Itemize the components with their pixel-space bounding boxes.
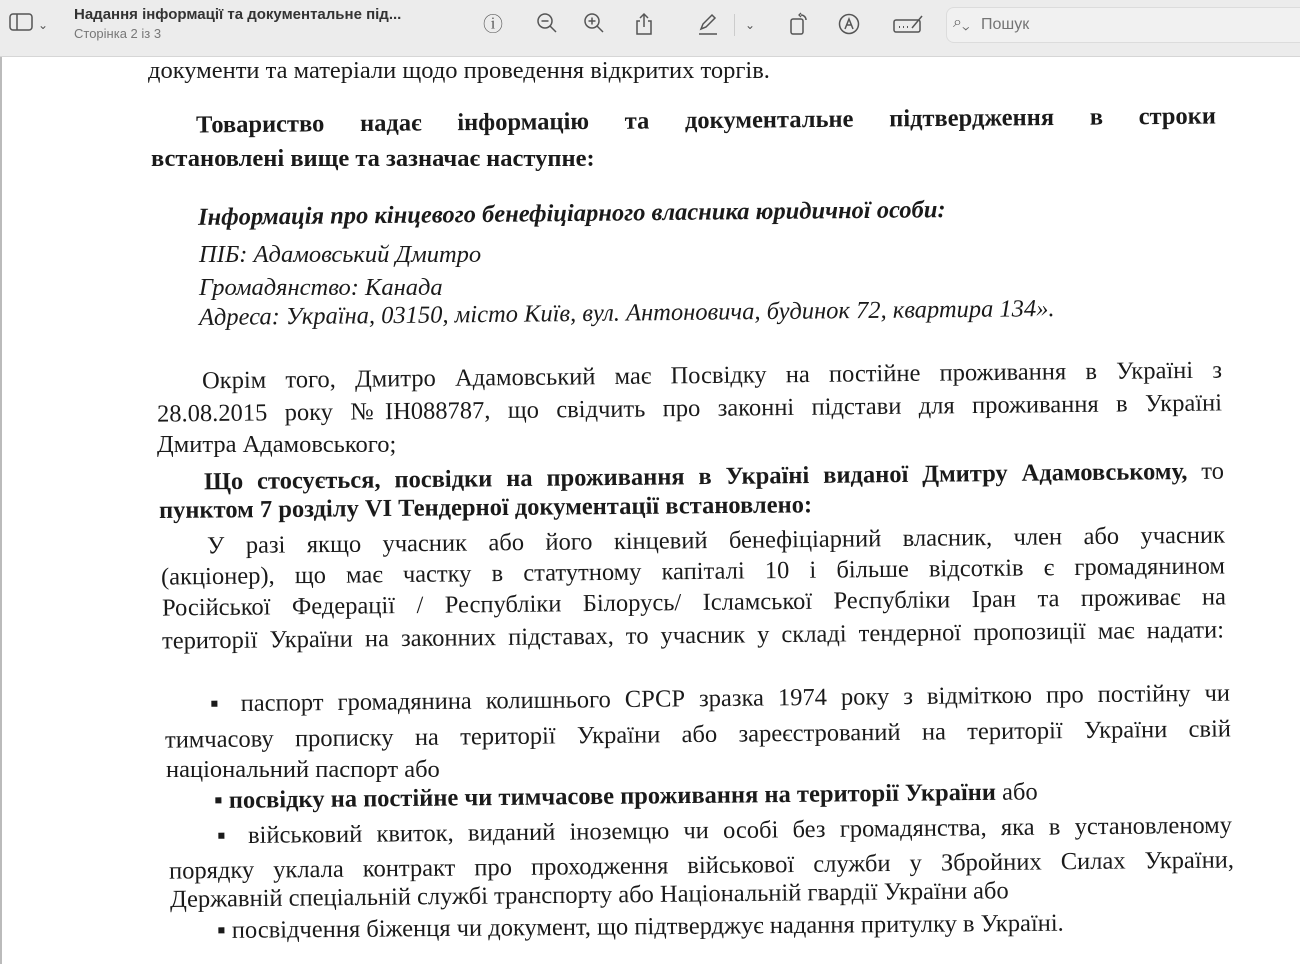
doc-line: Товариство надає інформацію та документальне підтвердження в строки [195,102,1217,139]
document-page [0,57,1300,964]
page-indicator: Сторінка 2 із 3 [74,26,162,41]
rotate-icon[interactable] [786,12,812,38]
document-title: Надання інформації та документальне під... [74,6,402,23]
doc-line: (акціонер), що має частку в статутному капіталі 10 і більше відсотків є громадянином [160,552,1226,591]
highlight-pen-icon[interactable] [695,12,721,38]
doc-line: Дмитра Адамовського; [157,431,397,458]
list-item: ▪ військовий квиток, виданий іноземцю чи особі без громадянства, яка в установленому [216,811,1233,850]
doc-line: Окрім того, Дмитро Адамовський має Посвідку на постійне проживання в Україні з [201,356,1223,395]
search-input[interactable] [979,15,1283,35]
sidebar-icon[interactable] [8,12,34,38]
doc-line: Російської Федерації / Республіки Білорусь/ Ісламської Республіки Іран та проживає на [161,583,1227,622]
share-icon[interactable] [631,12,657,38]
doc-line: Державній спеціальній службі транспорту або Національній гвардії України або [169,877,1009,913]
doc-line: документи та матеріали щодо проведення відкритих торгів. [148,57,770,84]
doc-line: порядку уклала контракт про проходження військової служби у Збройних Силах України, [168,846,1235,885]
search-icon[interactable]: ⌕⌄ [953,14,970,31]
zoom-in-icon[interactable] [581,12,607,38]
zoom-out-icon[interactable] [534,12,560,38]
doc-line: території України на законних підставах, то учасник у складі тендерної пропозиції має надати: [161,616,1225,655]
bold-segment: Що стосується, посвідки на проживання в Україні виданої Дмитру Адамовському, [203,458,1188,496]
search-field[interactable] [946,7,1300,43]
doc-line: пунктом 7 розділу VI Тендерної документації встановлено: [158,491,813,524]
beneficiary-citizenship: Громадянство: Канада [199,274,443,301]
list-item: ▪ посвідчення біженця чи документ, що підтверджує надання притулку в Україні. [216,909,1064,944]
bold-segment: ▪ посвідку на постійне чи тимчасове проживання на території України [213,778,997,814]
toolbar-divider [734,14,735,36]
beneficiary-name: ПІБ: Адамовський Дмитро [199,241,482,268]
doc-line: встановлені вище та зазначає наступне: [151,145,595,172]
info-icon[interactable]: ⓘ [483,14,503,36]
toolbar [0,0,1300,57]
chevron-down-icon[interactable]: ⌄ [744,18,756,32]
text-segment: або [995,778,1038,806]
list-item [214,778,1038,814]
doc-line [204,458,1224,496]
text-segment: то [1187,457,1225,486]
chevron-down-icon[interactable]: ⌄ [37,18,49,32]
doc-line: 28.08.2015 року №ІН088787, що свідчить про законні підстави для проживання в Україні [156,389,1223,428]
signature-icon[interactable] [892,12,924,38]
beneficiary-address: Адреса: Україна, 03150, місто Київ, вул. Антоновича, будинок 72, квартира 134». [198,295,1055,331]
doc-line: У разі якщо учасник або його кінцевий бенефіціарний власник, член або учасник [206,521,1226,560]
markup-icon[interactable] [836,12,862,38]
doc-line: національний паспорт або [166,756,440,783]
beneficiary-heading: Інформація про кінцевого бенефіціарного власника юридичної особи: [197,196,946,231]
list-item: ▪ паспорт громадянина колишнього СРСР зразка 1974 року з відміткою про постійну чи [209,679,1231,718]
doc-line: тимчасову прописку на території України або зареєстрований на території України свій [164,715,1232,754]
